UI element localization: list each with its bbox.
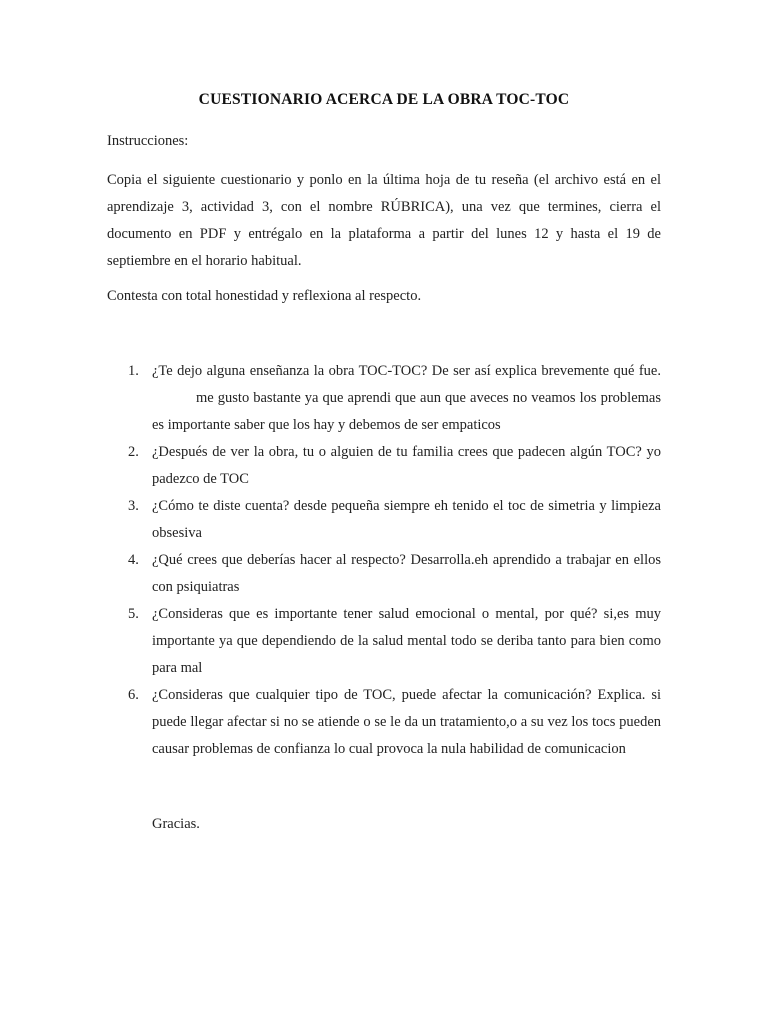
question-number: 3.: [128, 498, 139, 514]
question-item-3: [107, 493, 661, 547]
question-item-1: [107, 358, 661, 439]
answer-text: me gusto bastante ya que aprendi que aun que aveces no veamos los problemas es importante saber que los hay y debemos de ser empaticos: [152, 390, 661, 433]
closing-text: Gracias.: [152, 816, 200, 832]
honesty-note: Contesta con total honestidad y reflexiona al respecto.: [107, 288, 422, 304]
question-number: 1.: [128, 363, 139, 379]
answer-text: desde pequeña siempre eh tenido el toc de simetria y limpieza obsesiva: [152, 498, 661, 541]
question-item-4: [107, 547, 661, 601]
answer-text: si,es muy importante ya que dependiendo de la salud mental todo se deriba tanto para bien como para mal: [152, 606, 662, 676]
question-number: 6.: [128, 687, 139, 703]
question-item-2: [107, 439, 661, 493]
instructions-label: Instrucciones:: [107, 133, 189, 149]
question-text: ¿Después de ver la obra, tu o alguien de tu familia crees que padecen algún TOC?: [152, 444, 642, 460]
question-text: ¿Te dejo alguna enseñanza la obra TOC-TOC? De ser así explica brevemente qué fue.: [152, 363, 661, 379]
question-text: ¿Consideras que cualquier tipo de TOC, puede afectar la comunicación? Explica.: [152, 687, 646, 703]
question-text: ¿Consideras que es importante tener salud emocional o mental, por qué?: [152, 606, 598, 622]
question-text: ¿Cómo te diste cuenta?: [152, 498, 290, 514]
answer-text: si puede llegar afectar si no se atiende o se le da un tratamiento,o a su vez los tocs pueden causar problemas de confianza lo cual provoca la nula habilidad de comunicacion: [152, 687, 661, 757]
question-number: 5.: [128, 606, 139, 622]
question-text: ¿Qué crees que deberías hacer al respecto? Desarrolla.: [152, 552, 475, 568]
question-number: 4.: [128, 552, 139, 568]
question-item-5: [107, 601, 661, 682]
document-title: CUESTIONARIO ACERCA DE LA OBRA TOC-TOC: [198, 91, 570, 108]
question-item-6: [107, 682, 661, 763]
question-number: 2.: [128, 444, 139, 460]
instructions-paragraph: Copia el siguiente cuestionario y ponlo en la última hoja de tu reseña (el archivo está en el aprendizaje 3, actividad 3, con el nombre RÚBRICA), una vez que termines, cierra el documento en PDF y entrégalo en la plataforma a partir del lunes 12 y hasta el 19 de septiembre en el horario habitual.: [107, 172, 661, 269]
answer-text: yo padezco de TOC: [152, 444, 661, 487]
answer-text: eh aprendido a trabajar en ellos con psiquiatras: [152, 552, 661, 595]
question-list: [107, 358, 661, 763]
